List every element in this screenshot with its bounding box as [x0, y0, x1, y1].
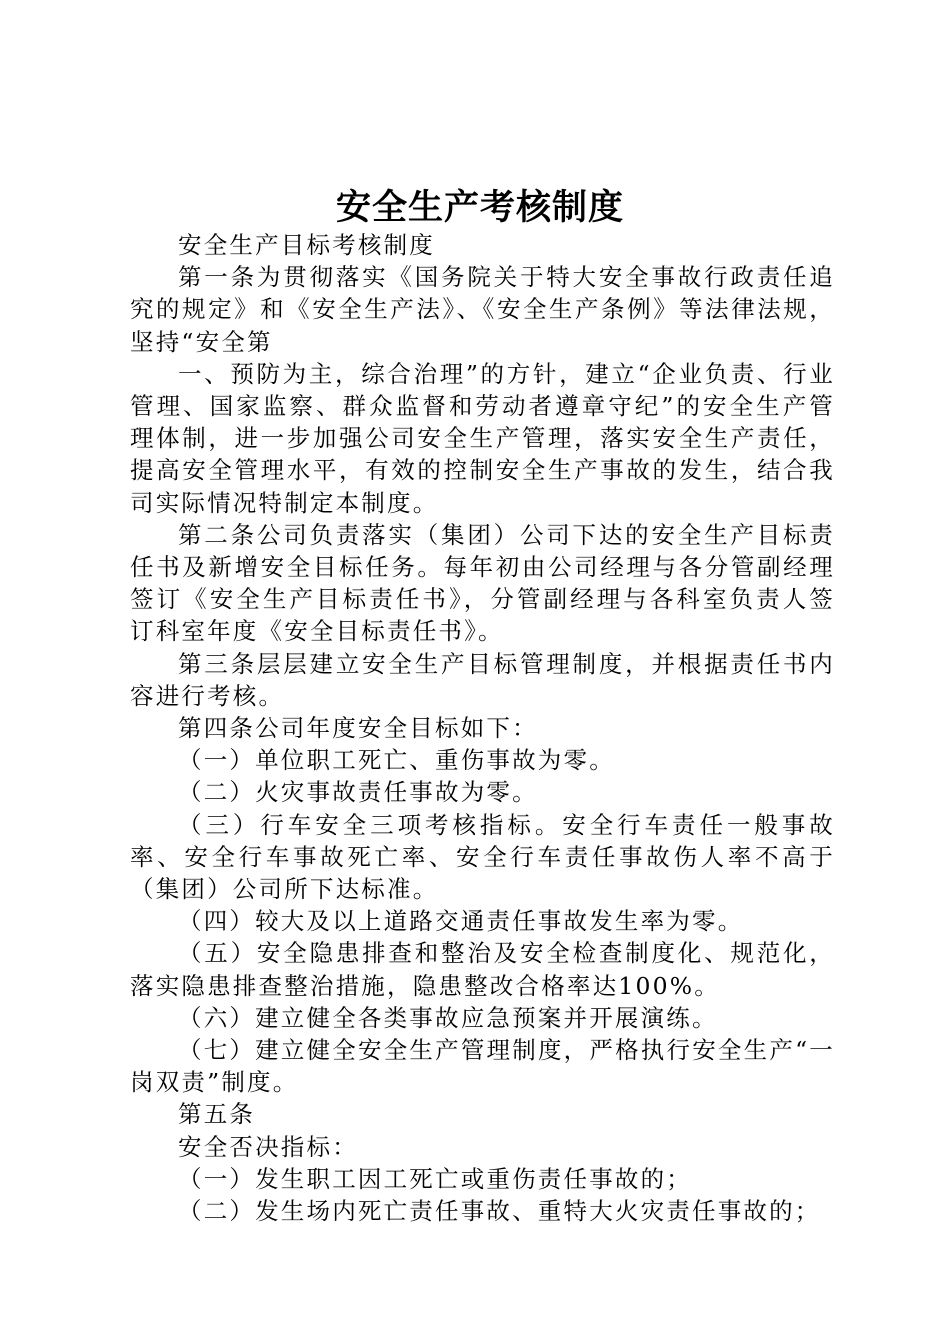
paragraph-article-1-cont: 一、预防为主，综合治理”的方针，建立“企业负责、行业管理、国家监察、群众监督和劳动者遵章守纪”的安全生产管理体制，进一步加强公司安全生产管理，落实安全生产责任，提高安全管理水平，有效的控制安全生产事故的发生，结合我司实际情况特制定本制度。	[130, 359, 835, 517]
list-item-goal-5: （五）安全隐患排查和整治及安全检查制度化、规范化，落实隐患排查整治措施，隐患整改合格率达100%。	[130, 939, 835, 1000]
paragraph-article-2: 第二条公司负责落实（集团）公司下达的安全生产目标责任书及新增安全目标任务。每年初由公司经理与各分管副经理签订《安全生产目标责任书》，分管副经理与各科室负责人签订科室年度《安全目标责任书》。	[130, 520, 835, 646]
list-item-goal-4: （四）较大及以上道路交通责任事故发生率为零。	[178, 907, 744, 936]
paragraph-heading: 安全生产目标考核制度	[178, 231, 435, 259]
paragraph-article-5: 第五条	[178, 1100, 256, 1129]
paragraph-article-1: 第一条为贯彻落实《国务院关于特大安全事故行政责任追究的规定》和《安全生产法》、《安全生产条例》等法律法规，坚持“安全第	[130, 263, 835, 356]
list-item-goal-6: （六）建立健全各类事故应急预案并开展演练。	[178, 1003, 718, 1032]
paragraph-article-4: 第四条公司年度安全目标如下：	[178, 714, 538, 743]
list-item-goal-7: （七）建立健全安全生产管理制度，严格执行安全生产“一岗双责”制度。	[130, 1036, 835, 1097]
paragraph-article-3: 第三条层层建立安全生产目标管理制度，并根据责任书内容进行考核。	[130, 649, 835, 710]
list-item-veto-1: （一）发生职工因工死亡或重伤责任事故的；	[178, 1164, 692, 1193]
list-item-veto-2: （二）发生场内死亡责任事故、重特大火灾责任事故的；	[178, 1197, 821, 1226]
document-body	[130, 229, 835, 1227]
paragraph-veto-heading: 安全否决指标：	[178, 1132, 358, 1161]
list-item-goal-3: （三）行车安全三项考核指标。安全行车责任一般事故率、安全行车事故死亡率、安全行车责任事故伤人率不高于（集团）公司所下达标准。	[130, 810, 835, 904]
list-item-goal-2: （二）火灾事故责任事故为零。	[178, 778, 538, 807]
list-item-goal-1: （一）单位职工死亡、重伤事故为零。	[178, 746, 615, 775]
document-title: 安全生产考核制度	[335, 187, 624, 228]
